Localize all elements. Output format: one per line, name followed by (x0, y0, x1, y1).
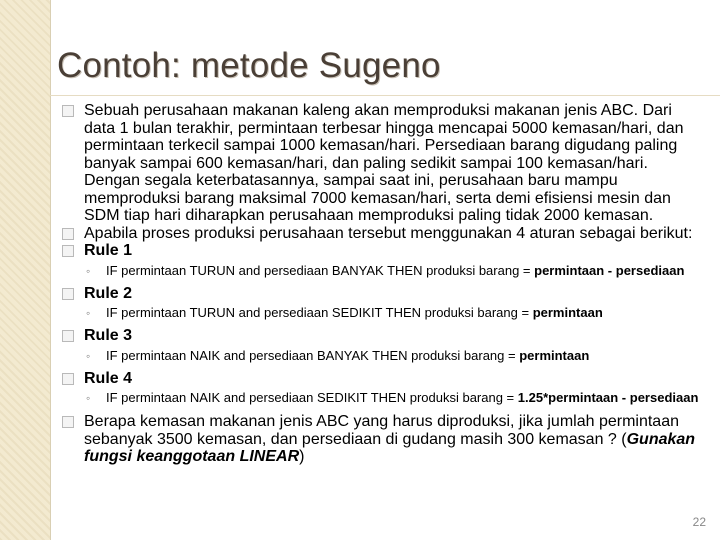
square-bullet-icon (62, 416, 74, 428)
ring-bullet-icon: ◦ (86, 391, 91, 405)
slide-title: Contoh: metode Sugeno (57, 46, 441, 85)
bullet-rules-intro (62, 225, 702, 243)
rule-text: IF permintaan TURUN and persediaan BANYAK THEN produksi barang = (106, 262, 535, 278)
ring-bullet-icon: ◦ (86, 306, 91, 320)
question-emphasis: Gunakan fungsi keanggotaan LINEAR (84, 430, 696, 465)
page-number: 22 (692, 515, 706, 529)
square-bullet-icon (62, 373, 74, 385)
bullet-text: Berapa kemasan makanan jenis ABC yang harus diproduksi, jika jumlah permintaan sebanyak 3500 kemasan, dan persediaan di gudang masih 300 kemasan ? ( (84, 413, 679, 448)
rule-title: Rule 1 (84, 242, 133, 259)
bullet-text: Sebuah perusahaan makanan kaleng akan memproduksi makanan jenis ABC. Dari data 1 bulan terakhir, permintaan terbesar hingga mencapai 5000 kemasan/hari, dan permintaan terkecil sampai 1000 kemasan/hari. Persediaan barang digudang paling banyak sampai 600 kemasan/hari, dan paling sedikit sampai 100 kemasan/hari. Dengan segala keterbatasannya, sampai saat ini, perusahaan baru mampu memproduksi barang maksimal 7000 kemasan/hari, serta demi efisiensi mesin dan SDM tiap hari diharapkan perusahaan memproduksi paling tidak 2000 kemasan. (84, 102, 684, 224)
ring-bullet-icon: ◦ (86, 263, 91, 278)
side-divider (50, 0, 51, 540)
rule-expression: permintaan (519, 347, 590, 363)
bullet-rule-3 (62, 327, 702, 345)
rule-text: IF permintaan TURUN and persediaan SEDIKIT THEN produksi barang = (106, 305, 533, 320)
rule-title: Rule 3 (84, 327, 133, 344)
bullet-text: Apabila proses produksi perusahaan tersebut menggunakan 4 aturan sebagai berikut: (84, 224, 693, 242)
bullet-problem-statement (62, 102, 702, 225)
rule-1-statement (62, 264, 702, 278)
slide-content (62, 102, 702, 466)
rule-title: Rule 4 (84, 369, 133, 387)
rule-2-statement (62, 306, 702, 320)
rule-4-statement (62, 391, 702, 405)
ring-bullet-icon: ◦ (86, 348, 91, 363)
rule-3-statement (62, 349, 702, 363)
rule-expression: 1.25*permintaan - persediaan (517, 390, 699, 405)
rule-text: IF permintaan NAIK and persediaan SEDIKIT THEN produksi barang = (106, 390, 518, 405)
square-bullet-icon (62, 330, 74, 342)
bullet-question (62, 413, 702, 466)
decorative-side-strip (0, 0, 50, 540)
square-bullet-icon (62, 245, 74, 257)
question-end: ) (299, 448, 305, 465)
square-bullet-icon (62, 105, 74, 117)
bullet-rule-4 (62, 370, 702, 388)
rule-title: Rule 2 (84, 284, 133, 302)
bullet-rule-2 (62, 285, 702, 303)
rule-expression: permintaan (532, 305, 603, 320)
square-bullet-icon (62, 228, 74, 240)
rule-text: IF permintaan NAIK and persediaan BANYAK THEN produksi barang = (106, 347, 520, 363)
square-bullet-icon (62, 288, 74, 300)
rule-expression: permintaan - persediaan (534, 262, 685, 278)
title-divider (50, 95, 720, 96)
bullet-rule-1 (62, 242, 702, 260)
